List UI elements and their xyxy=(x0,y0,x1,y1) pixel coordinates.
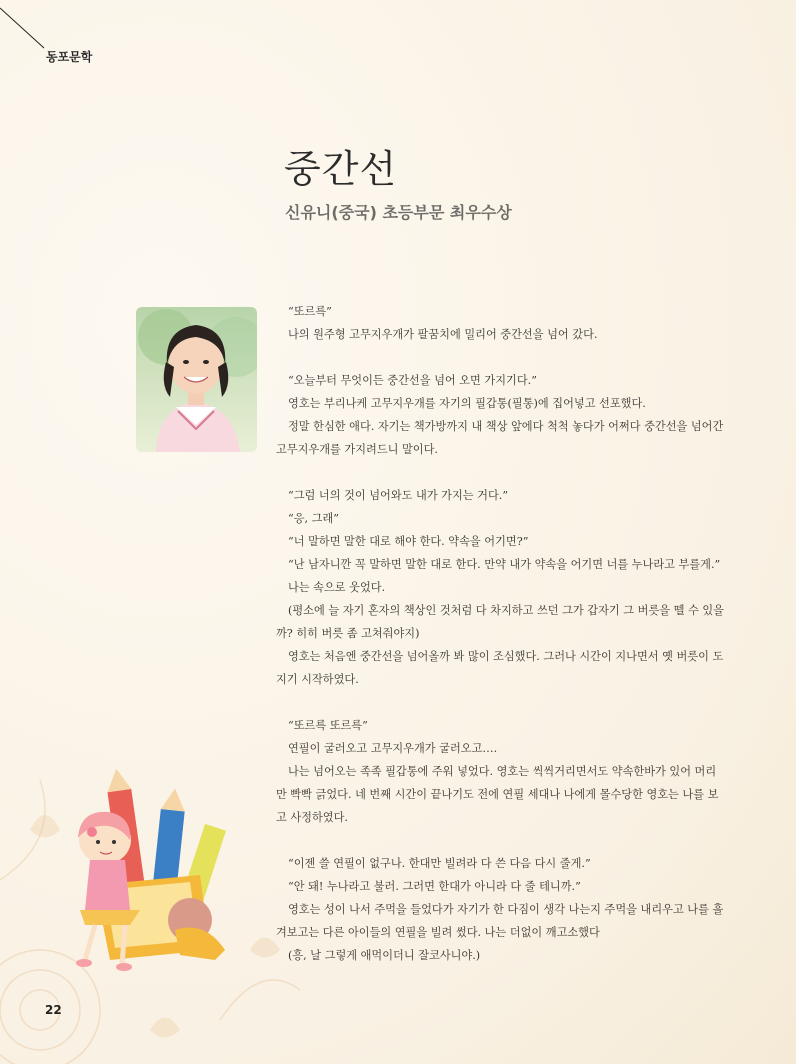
girl-with-pencils-illustration xyxy=(0,760,300,1064)
article-subtitle: 신유니(중국) 초등부문 최우수상 xyxy=(285,203,512,222)
paragraph: “이젠 쓸 연필이 없구나. 한대만 빌려라 다 쓴 다음 다시 줄게.” xyxy=(288,857,591,870)
paragraph: 연필이 굴러오고 고무지우개가 굴러오고…. xyxy=(288,742,498,755)
paragraph: “안 돼! 누나라고 불러. 그러면 한대가 아니라 다 줄 테니까.” xyxy=(288,880,581,893)
paragraph: (평소에 늘 자기 혼자의 책상인 것처럼 다 차지하고 쓰던 그가 갑자기 그 버릇을 뗄 수 있을까? 히히 버릇 좀 고쳐줘야지) xyxy=(276,604,724,640)
page-number: 22 xyxy=(45,1003,62,1017)
paragraph: 영호는 부리나케 고무지우개를 자기의 필갑통(필통)에 집어넣고 선포했다. xyxy=(288,397,646,410)
paragraph: “응, 그래” xyxy=(288,512,339,525)
paragraph: (흥, 날 그렇게 애먹이더니 잘코사니야.) xyxy=(288,949,481,962)
paragraph: 나는 속으로 웃었다. xyxy=(288,581,386,594)
article-body xyxy=(276,300,726,967)
section-label: 동포문학 xyxy=(46,50,93,64)
paragraph: 정말 한심한 애다. 자기는 책가방까지 내 책상 앞에다 척척 놓다가 어쩌다 중간선을 넘어간 고무지우개를 가지려드니 말이다. xyxy=(276,420,724,456)
article-title: 중간선 xyxy=(284,147,398,191)
author-photo xyxy=(136,307,257,452)
paragraph: “난 남자니깐 꼭 말하면 말한 대로 한다. 만약 내가 약속을 어기면 너를 누나라고 부를게.” xyxy=(288,558,721,571)
paragraph: 영호는 처음엔 중간선을 넘어올까 봐 많이 조심했다. 그러나 시간이 지나면서 옛 버릇이 도지기 시작하였다. xyxy=(276,650,724,686)
paragraph: “오늘부터 무엇이든 중간선을 넘어 오면 가지기다.” xyxy=(288,374,537,387)
paragraph: “그럼 너의 것이 넘어와도 내가 가지는 거다.” xyxy=(288,489,509,502)
paragraph: “또르륵” xyxy=(288,305,332,318)
paragraph: 나는 넘어오는 족족 필갑통에 주워 넣었다. 영호는 씩씩거리면서도 약속한바가 있어 머리만 빡빡 긁었다. 네 번째 시간이 끝나기도 전에 연필 세대나 나에게 몰수당한 영호는 나를 보고 사정하였다. xyxy=(276,765,719,824)
paragraph: “또르륵 또르륵” xyxy=(288,719,368,732)
paragraph: “너 말하면 말한 대로 해야 한다. 약속을 어기면?” xyxy=(288,535,529,548)
paragraph: 나의 원주형 고무지우개가 팔꿈치에 밀리어 중간선을 넘어 갔다. xyxy=(288,328,598,341)
paragraph: 영호는 성이 나서 주먹을 들었다가 자기가 한 다짐이 생각 나는지 주먹을 내리우고 나를 흘겨보고는 다른 아이들의 연필을 빌려 썼다. 나는 더없이 깨고소했다 xyxy=(276,903,724,939)
